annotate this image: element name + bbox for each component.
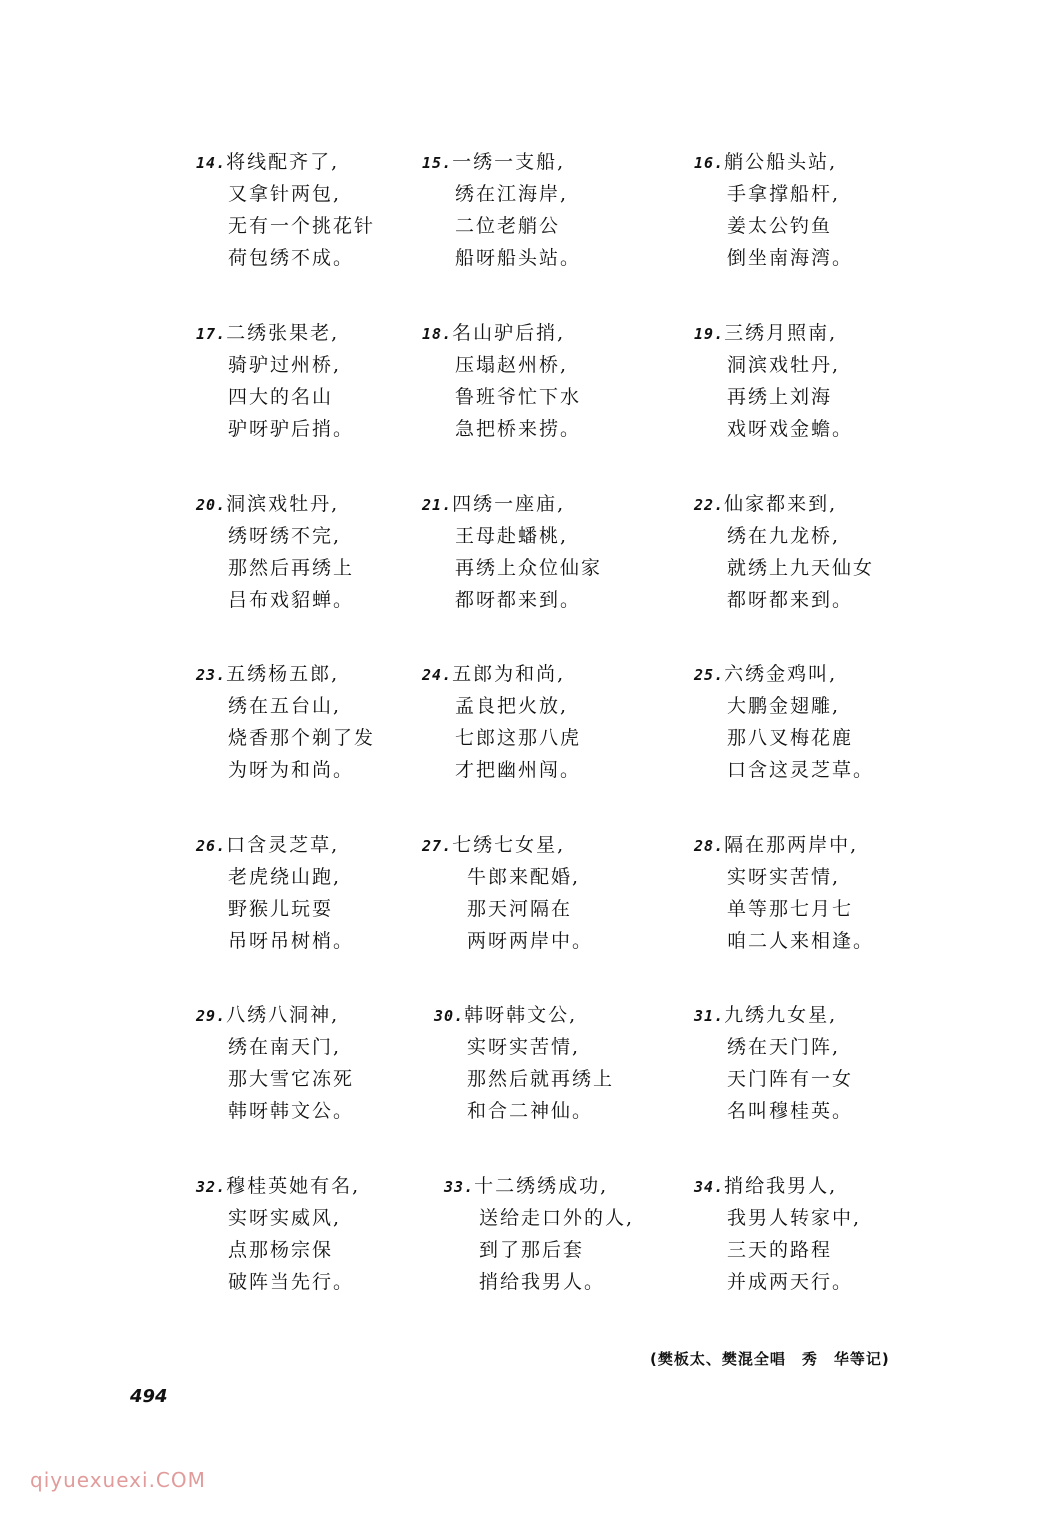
stanza-number: 16. bbox=[694, 154, 725, 172]
stanza-line: 王母赴蟠桃, bbox=[455, 525, 569, 547]
stanza-first-line bbox=[422, 146, 672, 178]
stanza bbox=[196, 999, 446, 1127]
stanza-line: 六绣金鸡叫, bbox=[724, 663, 838, 685]
stanza-number: 31. bbox=[694, 1007, 725, 1025]
stanza-line: 绣呀绣不完, bbox=[228, 525, 342, 547]
stanza-number: 22. bbox=[694, 496, 725, 514]
stanza-line: 再绣上众位仙家 bbox=[455, 557, 603, 579]
stanza-line: 大鹏金翅雕, bbox=[727, 695, 841, 717]
stanza-line: 急把桥来捞。 bbox=[455, 418, 582, 440]
stanza-line: 点那杨宗保 bbox=[228, 1239, 334, 1261]
stanza-first-line bbox=[196, 829, 446, 861]
stanza bbox=[694, 829, 944, 957]
stanza-line: 二位老艄公 bbox=[455, 215, 561, 237]
stanza-line: 送给走口外的人, bbox=[479, 1207, 635, 1229]
stanza-first-line bbox=[694, 829, 944, 861]
stanza-first-line bbox=[422, 488, 672, 520]
stanza bbox=[196, 1170, 446, 1298]
stanza-line: 再绣上刘海 bbox=[727, 386, 833, 408]
stanza bbox=[196, 317, 446, 445]
stanza-line: 绣在江海岸, bbox=[455, 183, 569, 205]
stanza-line: 韩呀韩文公, bbox=[464, 1004, 578, 1026]
stanza-line: 那天河隔在 bbox=[467, 898, 573, 920]
stanza-line: 仙家都来到, bbox=[724, 493, 838, 515]
stanza bbox=[196, 829, 446, 957]
stanza-first-line bbox=[694, 317, 944, 349]
stanza-line: 名山驴后捎, bbox=[452, 322, 566, 344]
stanza-line: 驴呀驴后捎。 bbox=[228, 418, 355, 440]
stanza-line: 戏呀戏金蟾。 bbox=[727, 418, 854, 440]
stanza-first-line bbox=[694, 658, 944, 690]
stanza-first-line bbox=[196, 1170, 446, 1202]
stanza-line: 就绣上九天仙女 bbox=[727, 557, 875, 579]
stanza-line: 荷包绣不成。 bbox=[228, 247, 355, 269]
stanza-line: 绣在南天门, bbox=[228, 1036, 342, 1058]
stanza-line: 为呀为和尚。 bbox=[228, 759, 355, 781]
stanza bbox=[196, 146, 446, 274]
stanza-number: 26. bbox=[196, 837, 227, 855]
stanza-line: 吊呀吊树梢。 bbox=[228, 930, 355, 952]
stanza-line: 倒坐南海湾。 bbox=[727, 247, 854, 269]
stanza-line: 孟良把火放, bbox=[455, 695, 569, 717]
stanza bbox=[422, 658, 672, 786]
stanza-line: 穆桂英她有名, bbox=[226, 1175, 361, 1197]
stanza bbox=[694, 317, 944, 445]
stanza-line: 艄公船头站, bbox=[724, 151, 838, 173]
stanza-line: 绣在五台山, bbox=[228, 695, 342, 717]
stanza bbox=[694, 999, 944, 1127]
stanza-number: 24. bbox=[422, 666, 453, 684]
stanza-line: 骑驴过州桥, bbox=[228, 354, 342, 376]
stanza-line: 八绣八洞神, bbox=[226, 1004, 340, 1026]
stanza-line: 三绣月照南, bbox=[724, 322, 838, 344]
stanza-line: 天门阵有一女 bbox=[727, 1068, 854, 1090]
stanza-first-line bbox=[694, 999, 944, 1031]
stanza bbox=[422, 317, 672, 445]
stanza-line: 无有一个挑花针 bbox=[228, 215, 376, 237]
stanza-first-line bbox=[196, 488, 446, 520]
stanza-line: 二绣张果老, bbox=[226, 322, 340, 344]
stanza-first-line bbox=[196, 146, 446, 178]
stanza-line: 吕布戏貂蝉。 bbox=[228, 589, 355, 611]
stanza-line: 那大雪它冻死 bbox=[228, 1068, 355, 1090]
stanza-line: 老虎绕山跑, bbox=[228, 866, 342, 888]
stanza-line: 那然后就再绣上 bbox=[467, 1068, 615, 1090]
stanza-number: 32. bbox=[196, 1178, 227, 1196]
stanza-number: 28. bbox=[694, 837, 725, 855]
stanza-number: 17. bbox=[196, 325, 227, 343]
stanza-line: 船呀船头站。 bbox=[455, 247, 582, 269]
stanza-line: 实呀实苦情, bbox=[727, 866, 841, 888]
stanza-line: 九绣九女星, bbox=[724, 1004, 838, 1026]
stanza-number: 20. bbox=[196, 496, 227, 514]
stanza-first-line bbox=[422, 317, 672, 349]
stanza-number: 23. bbox=[196, 666, 227, 684]
stanza-line: 洞滨戏牡丹, bbox=[226, 493, 340, 515]
stanza-number: 18. bbox=[422, 325, 453, 343]
stanza-first-line bbox=[196, 317, 446, 349]
stanza-line: 五郎为和尚, bbox=[452, 663, 566, 685]
stanza-line: 手拿撑船杆, bbox=[727, 183, 841, 205]
stanza-line: 都呀都来到。 bbox=[455, 589, 582, 611]
stanza-line: 七郎这那八虎 bbox=[455, 727, 582, 749]
stanza-first-line bbox=[196, 999, 446, 1031]
stanza-line: 我男人转家中, bbox=[727, 1207, 862, 1229]
stanza-number: 33. bbox=[444, 1178, 475, 1196]
stanza-number: 19. bbox=[694, 325, 725, 343]
stanza-line: 十二绣绣成功, bbox=[474, 1175, 609, 1197]
stanza bbox=[434, 999, 684, 1127]
stanza-line: 四绣一座庙, bbox=[452, 493, 566, 515]
stanza-line: 咱二人来相逢。 bbox=[727, 930, 875, 952]
stanza-first-line bbox=[434, 999, 684, 1031]
stanza bbox=[422, 488, 672, 616]
stanza bbox=[422, 146, 672, 274]
stanza-number: 21. bbox=[422, 496, 453, 514]
stanza-line: 实呀实苦情, bbox=[467, 1036, 581, 1058]
stanza bbox=[196, 658, 446, 786]
stanza-line: 牛郎来配婚, bbox=[467, 866, 581, 888]
stanza-line: 和合二神仙。 bbox=[467, 1100, 594, 1122]
stanza-number: 34. bbox=[694, 1178, 725, 1196]
stanza-first-line bbox=[694, 488, 944, 520]
stanza-number: 30. bbox=[434, 1007, 465, 1025]
stanza-number: 29. bbox=[196, 1007, 227, 1025]
stanza-line: 那八叉梅花鹿 bbox=[727, 727, 854, 749]
stanza-line: 将线配齐了, bbox=[226, 151, 340, 173]
stanza-line: 破阵当先行。 bbox=[228, 1271, 355, 1293]
stanza-line: 野猴儿玩耍 bbox=[228, 898, 334, 920]
stanza-number: 27. bbox=[422, 837, 453, 855]
stanza-line: 洞滨戏牡丹, bbox=[727, 354, 841, 376]
stanza-line: 口含灵芝草, bbox=[226, 834, 340, 856]
stanza-line: 捎给我男人。 bbox=[479, 1271, 606, 1293]
stanza-line: 韩呀韩文公。 bbox=[228, 1100, 355, 1122]
stanza-line: 才把幽州闯。 bbox=[455, 759, 582, 781]
stanza-line: 到了那后套 bbox=[479, 1239, 585, 1261]
stanza-first-line bbox=[196, 658, 446, 690]
stanza-number: 15. bbox=[422, 154, 453, 172]
stanza bbox=[196, 488, 446, 616]
stanza bbox=[694, 658, 944, 786]
stanza-line: 实呀实威风, bbox=[228, 1207, 342, 1229]
stanza-first-line bbox=[422, 658, 672, 690]
stanza-line: 口含这灵芝草。 bbox=[727, 759, 875, 781]
stanza bbox=[694, 1170, 944, 1298]
stanza-first-line bbox=[444, 1170, 694, 1202]
stanza-line: 七绣七女星, bbox=[452, 834, 566, 856]
stanza-first-line bbox=[694, 1170, 944, 1202]
stanza-line: 五绣杨五郎, bbox=[226, 663, 340, 685]
stanza-first-line bbox=[694, 146, 944, 178]
stanza-line: 单等那七月七 bbox=[727, 898, 854, 920]
stanza-line: 捎给我男人, bbox=[724, 1175, 838, 1197]
stanza-line: 姜太公钓鱼 bbox=[727, 215, 833, 237]
stanza-line: 绣在九龙桥, bbox=[727, 525, 841, 547]
stanza-line: 四大的名山 bbox=[228, 386, 334, 408]
stanza-line: 都呀都来到。 bbox=[727, 589, 854, 611]
stanza bbox=[694, 146, 944, 274]
stanza bbox=[694, 488, 944, 616]
watermark: qiyuexuexi.COM bbox=[30, 1468, 206, 1492]
stanza-line: 绣在天门阵, bbox=[727, 1036, 841, 1058]
stanza-line: 隔在那两岸中, bbox=[724, 834, 859, 856]
stanza-line: 名叫穆桂英。 bbox=[727, 1100, 854, 1122]
stanza-line: 三天的路程 bbox=[727, 1239, 833, 1261]
stanza-number: 25. bbox=[694, 666, 725, 684]
page-number: 494 bbox=[130, 1386, 168, 1407]
stanza-line: 一绣一支船, bbox=[452, 151, 566, 173]
stanza bbox=[422, 829, 672, 957]
stanza bbox=[444, 1170, 694, 1298]
stanza-line: 烧香那个剃了发 bbox=[228, 727, 376, 749]
stanza-line: 鲁班爷忙下水 bbox=[455, 386, 582, 408]
singer-credit: (樊板太、樊混全唱 秀 华等记) bbox=[650, 1350, 890, 1368]
stanza-first-line bbox=[422, 829, 672, 861]
stanza-number: 14. bbox=[196, 154, 227, 172]
stanza-line: 并成两天行。 bbox=[727, 1271, 854, 1293]
stanza-line: 压塌赵州桥, bbox=[455, 354, 569, 376]
stanza-line: 又拿针两包, bbox=[228, 183, 342, 205]
stanza-line: 两呀两岸中。 bbox=[467, 930, 594, 952]
stanza-line: 那然后再绣上 bbox=[228, 557, 355, 579]
